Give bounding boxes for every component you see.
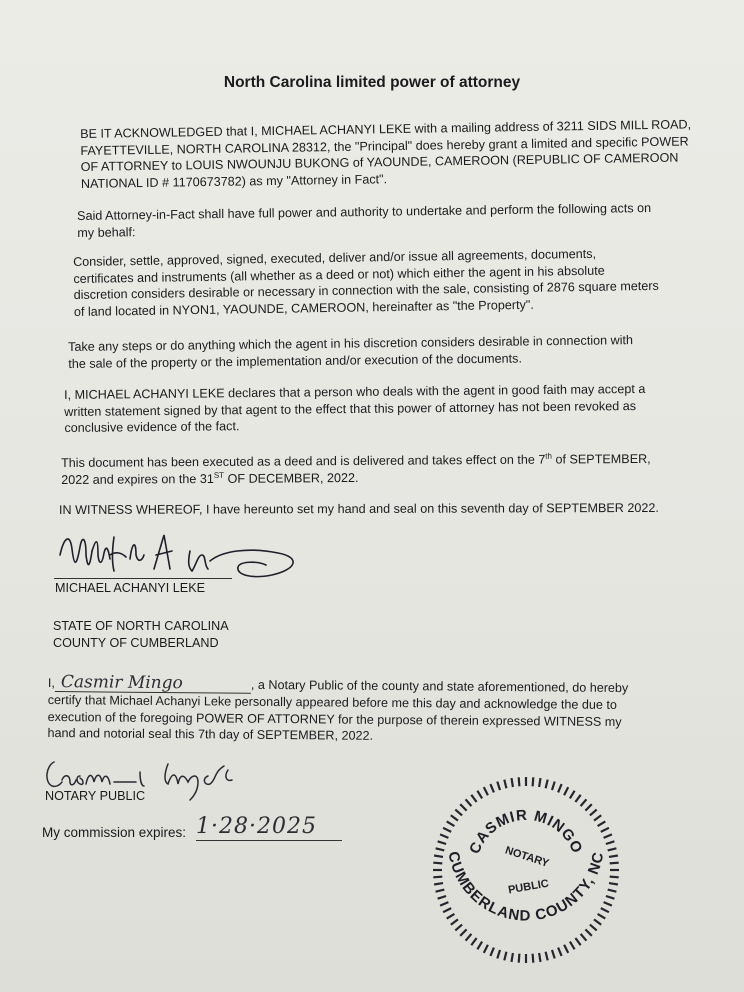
seal-tick [490,948,494,956]
seal-tick [466,799,472,806]
seal-tick [590,925,597,931]
seal-tick [585,804,591,810]
seal-middle-2: PUBLIC [507,877,550,897]
seal-tick [460,804,466,810]
seal-tick [601,908,609,912]
seal-tick [564,945,568,953]
seal-tick [604,902,612,906]
seal-tick [594,919,601,924]
seal-tick [484,787,488,795]
notary-prefix: I, [47,675,55,691]
seal-tick [434,856,443,857]
seal-tick [601,828,609,832]
witness-paragraph: IN WITNESS WHEREOF, I have hereunto set my hand and seal on this seventh day of SEPTEMBER 2022. [59,500,659,517]
seal-tick [434,883,443,884]
seal-tick [447,821,455,826]
seal-tick [438,896,447,899]
seal-tick [610,877,619,878]
seal-tick [564,787,568,795]
principal-signature [52,525,312,585]
seal-bottom-text: CUMBERLAND COUNTY, NC [444,849,608,925]
document-title: North Carolina limited power of attorney [223,74,521,91]
seal-tick [598,914,606,919]
seal-top-text: CASMIR MINGO [466,806,586,857]
commission-label: My commission expires: [42,825,187,840]
seal-tick [609,856,618,857]
seal-tick [460,929,466,935]
seal-tick [466,934,472,941]
seal-tick [570,791,575,799]
seal-tick [606,841,615,844]
seal-tick [539,778,540,787]
authority-paragraph: Said Attorney-in-Fact shall have full power and authority to undertake and perform the following acts on my behalf: [77,200,652,240]
seal-tick [590,810,597,816]
seal-tick [575,938,580,945]
seal-tick [598,821,606,826]
seal-tick [504,952,506,961]
notary-seal [431,775,621,965]
seal-tick [581,799,587,806]
seal-tick [504,780,506,789]
principal-name: MICHAEL ACHANYI LEKE [55,581,206,595]
seal-tick [570,942,575,950]
seal-tick [436,890,445,892]
seal-tick [484,945,488,953]
seal-tick [606,896,615,899]
seal-tick [546,780,548,789]
seal-tick [558,784,562,792]
seal-middle-1: NOTARY [503,844,551,870]
seal-tick [533,777,534,786]
seal-tick [471,938,476,945]
seal-tick [608,890,617,892]
principal-signature-line [54,578,232,579]
seal-tick [552,950,555,959]
seal-tick [610,863,619,864]
seal-tick [581,934,587,941]
seal-tick [433,877,442,878]
notary-handwritten-name: Casmir Mingo [55,674,251,694]
county-line: COUNTY OF CUMBERLAND [53,636,219,650]
seal-tick [455,810,462,816]
seal-tick [451,919,458,924]
seal-tick [477,942,482,950]
state-line: STATE OF NORTH CAROLINA [53,619,229,633]
seal-tick [519,777,520,786]
seal-tick [512,953,513,962]
commission-date: 1·28·2025 [196,814,342,841]
seal-tick [519,954,520,963]
seal-tick [443,908,451,912]
seal-tick [490,784,494,792]
seal-tick [497,950,500,959]
steps-paragraph: Take any steps or do anything which the agent in his discretion considers desirable in connection with the sale of the property or the implementation and/or execution of the documents. [68,333,634,371]
seal-tick [433,863,442,864]
effective-dates-paragraph: This document has been executed as a deed and is delivered and takes effect on the 7th of SEPTEMBER, 2022 and expires on the 31ST OF DECEMBER, 2022. [61,451,651,487]
seal-tick [594,815,601,820]
seal-tick [575,795,580,802]
seal-tick [447,914,455,919]
good-faith-paragraph: I, MICHAEL ACHANYI LEKE declares that a person who deals with the agent in good faith may accept a written statement signed by that agent to the effect that this power of attorney has not been revoked as conclusive evidence of the fact. [64,381,646,435]
seal-tick [539,953,540,962]
seal-tick [604,834,612,838]
seal-tick [585,929,591,935]
seal-tick [497,782,500,791]
seal-tick [438,841,447,844]
seal-tick [440,902,448,906]
seal-tick [608,848,617,850]
seal-tick [558,948,562,956]
seal-tick [512,778,513,787]
seal-tick [455,925,462,931]
acts-paragraph: Consider, settle, approved, signed, executed, deliver and/or issue all agreements, documents, certificates and instruments (all whether as a deed or not) which either the agent in his absolute discretion considers desirable or necessary in connection with the sale, consisting of 2876 square meters of land located in NYON1, YAOUNDE, CAMEROON, hereinafter as "the Property". [73,246,659,319]
seal-tick [436,848,445,850]
seal-tick [451,815,458,820]
notary-public-label: NOTARY PUBLIC [45,789,146,803]
seal-tick [546,952,548,961]
seal-tick [477,791,482,799]
acknowledgement-paragraph: BE IT ACKNOWLEDGED that I, MICHAEL ACHANYI LEKE with a mailing address of 3211 SIDS MILL ROAD, FAYETTEVILLE, NORTH CAROLINA 28312, the "Principal" does hereby grant a limited and specific POWER OF ATTORNEY to LOUIS NWOUNJU BUKONG of YAOUNDE, CAMEROON (REPUBLIC OF CAMEROON NATIONAL ID # 1170673782) as my "Attorney in Fact". [80,117,692,191]
svg-text:CASMIR MINGO [466,807,586,857]
seal-tick [471,795,476,802]
seal-tick [533,954,534,963]
seal-tick [609,883,618,884]
seal-tick [440,834,448,838]
notary-certification-paragraph: I, Casmir Mingo , a Notary Public of the county and state aforementioned, do hereby certify that Michael Achanyi Leke personally appeared before me this day and acknowledge the due to execution of the foregoing POWER OF ATTORNEY for the purpose of therein expressed WITNESS my hand and notorial seal this 7th day of SEPTEMBER, 2022. [47,672,629,743]
seal-tick [552,782,555,791]
seal-tick [443,828,451,832]
